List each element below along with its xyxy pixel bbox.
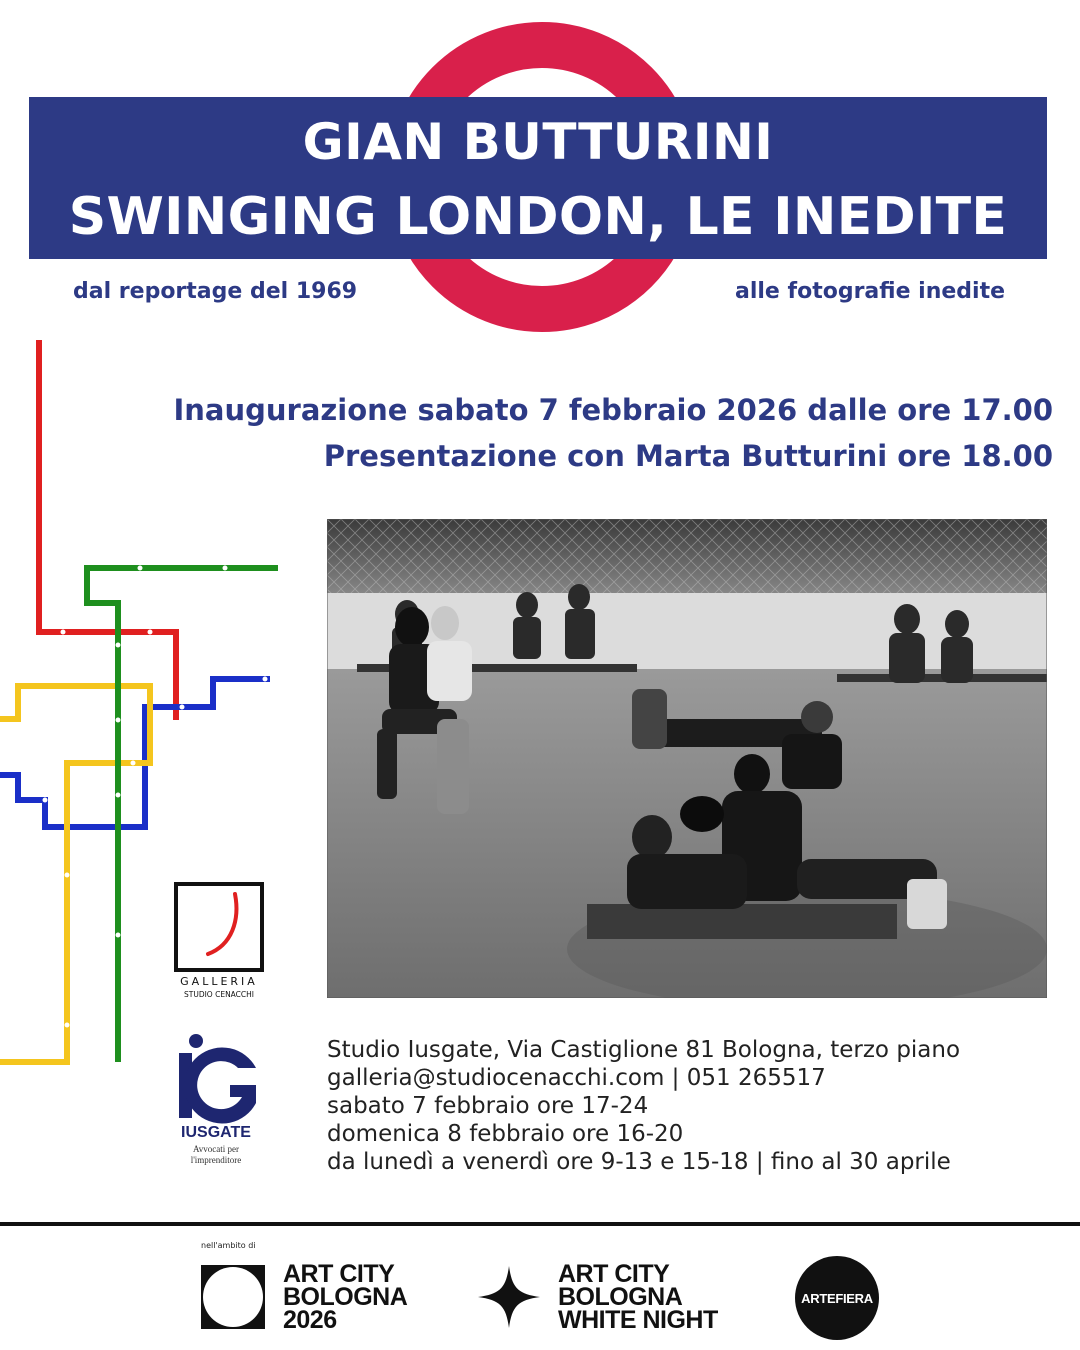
iusgate-logo — [168, 1033, 268, 1168]
artefiera-logo: ARTEFIERA — [795, 1256, 879, 1340]
galleria-studio-cenacchi-logo — [170, 880, 270, 1005]
art-city-bologna-mark — [201, 1265, 265, 1329]
ambito-label: nell'ambito di — [201, 1241, 256, 1250]
swinging-london-photo — [327, 519, 1047, 998]
presentation-line: Presentazione con Marta Butturini ore 18.00 — [323, 439, 1053, 473]
metro-line-blue — [0, 679, 270, 827]
exhibition-title: SWINGING LONDON, LE INEDITE — [68, 187, 1008, 247]
contact-line[interactable]: galleria@studiocenacchi.com | 051 265517 — [327, 1065, 826, 1091]
svg-text:IUSGATE: IUSGATE — [181, 1124, 251, 1141]
hours-sunday: domenica 8 febbraio ore 16-20 — [327, 1121, 684, 1147]
exhibition-info — [327, 1036, 960, 1176]
four-point-star-icon — [478, 1266, 540, 1328]
svg-text:Avvocati per: Avvocati per — [192, 1144, 240, 1154]
hours-saturday: sabato 7 febbraio ore 17-24 — [327, 1093, 649, 1119]
artist-title: GIAN BUTTURINI — [302, 113, 774, 171]
hours-weekdays: da lunedì a venerdì ore 9-13 e 15-18 | fino al 30 aprile — [327, 1149, 951, 1175]
footer-divider — [0, 1222, 1080, 1226]
svg-text:STUDIO CENACCHI: STUDIO CENACCHI — [183, 990, 255, 999]
svg-text:GALLERIA: GALLERIA — [180, 975, 258, 988]
metro-line-red — [39, 340, 176, 720]
opening-line: Inaugurazione sabato 7 febbraio 2026 dalle ore 17.00 — [173, 393, 1053, 427]
svg-text:l'imprenditore: l'imprenditore — [190, 1155, 242, 1165]
metro-line-yellow — [0, 686, 150, 1062]
subtitle-right: alle fotografie inedite — [735, 279, 1006, 304]
art-city-white-night-logo: ART CITY BOLOGNA WHITE NIGHT — [558, 1260, 718, 1334]
art-city-bologna-2026-logo: ART CITY BOLOGNA 2026 — [283, 1260, 408, 1334]
venue-address: Studio Iusgate, Via Castiglione 81 Bologna, terzo piano — [327, 1037, 961, 1063]
subtitle-left: dal reportage del 1969 — [73, 279, 358, 304]
